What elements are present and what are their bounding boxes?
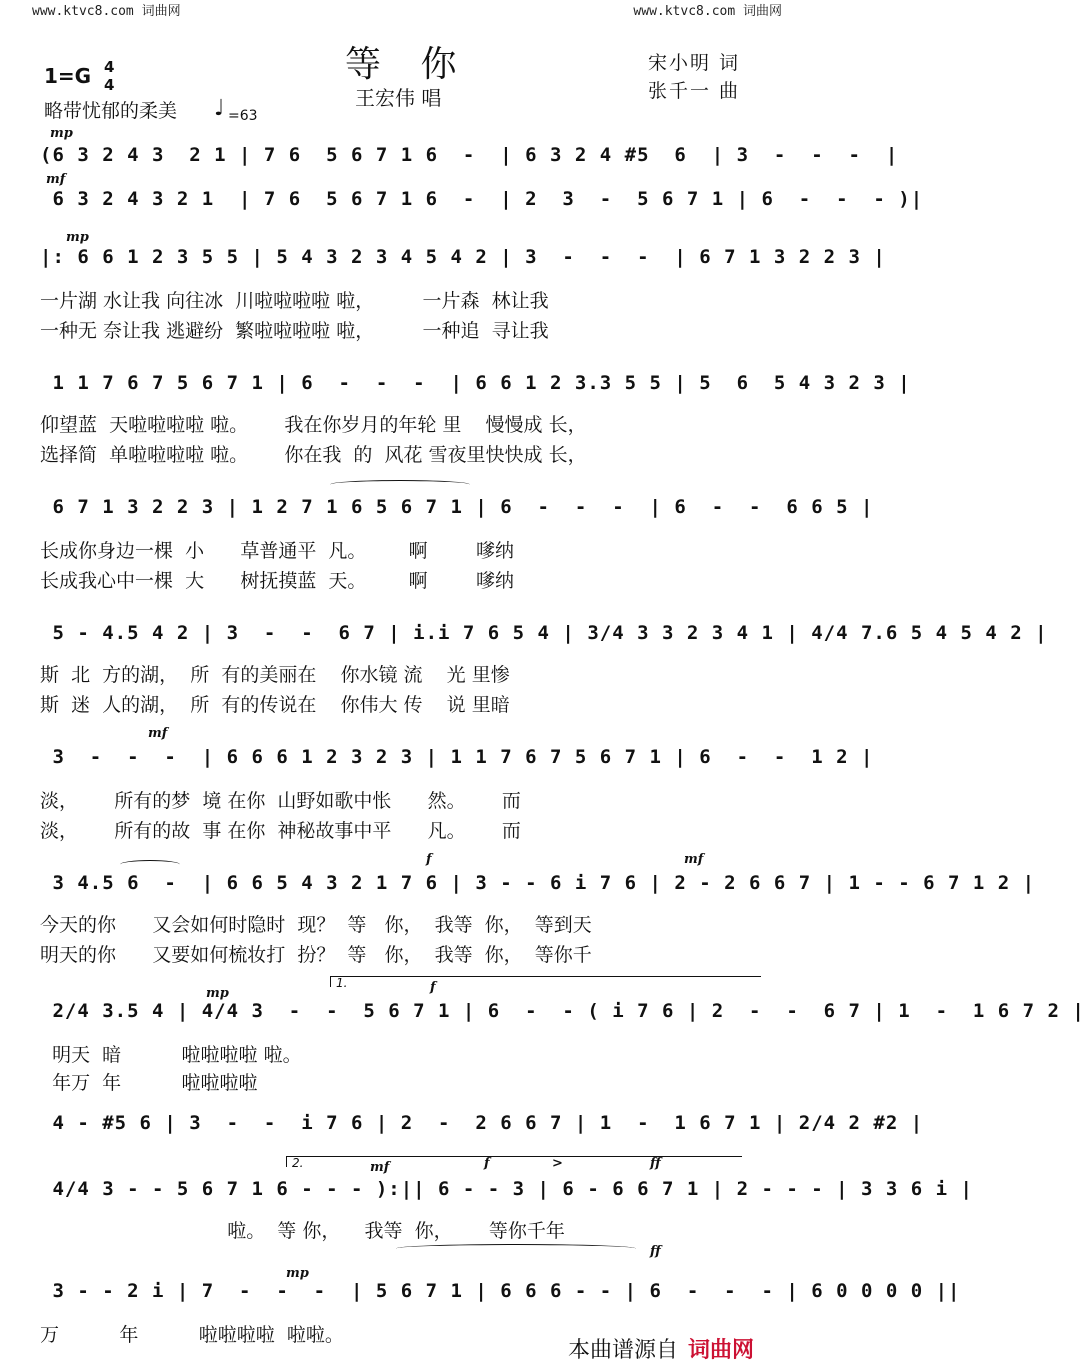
dynamic-mark: mp	[206, 986, 229, 1001]
lyric-line: 今天的你 又会如何时隐时 现？ 等 你， 我等 你， 等到天	[40, 914, 592, 936]
notation-line-7: 3 - - - | 6 6 6 1 2 3 2 3 | 1 1 7 6 7 5 6 7 1 | 6 - - 1 2 |	[40, 746, 874, 768]
ending-number-2: 2.	[292, 1156, 304, 1170]
accent-mark: >	[552, 1156, 563, 1171]
notation-line-4: 1 1 7 6 7 5 6 7 1 | 6 - - - | 6 6 1 2 3.3 5 5 | 5 6 5 4 3 2 3 |	[40, 372, 911, 394]
lyric-line: 仰望蓝 天啦啦啦啦 啦。 我在你岁月的年轮 里 慢慢成 长，	[40, 414, 587, 436]
lyric-line: 万 年 啦啦啦啦 啦啦。	[40, 1324, 344, 1346]
song-title: 等 你	[345, 44, 471, 85]
time-signature-top: 4	[104, 58, 115, 76]
dynamic-mark: mp	[286, 1266, 309, 1281]
singer: 王宏伟 唱	[355, 86, 442, 110]
lyric-line: 长成我心中一棵 大 树抚摸蓝 天。 啊 嗲纳	[40, 570, 514, 592]
tempo-marking: 略带忧郁的柔美	[44, 100, 178, 122]
lyric-line: 选择简 单啦啦啦啦 啦。 你在我 的 风花 雪夜里快快成 长，	[40, 444, 587, 466]
slur	[120, 860, 180, 869]
lyric-line: 一片湖 水让我 向往冰 川啦啦啦啦 啦， 一片森 林让我	[40, 290, 549, 312]
composer: 张千一 曲	[648, 80, 741, 102]
notation-line-2: 6 3 2 4 3 2 1 | 7 6 5 6 7 1 6 - | 2 3 - 5 6 7 1 | 6 - - - )|	[40, 188, 924, 210]
source-text: 本曲谱源自	[568, 1338, 679, 1363]
dynamic-mark: mf	[46, 172, 66, 187]
dynamic-mark: f	[426, 852, 432, 867]
notation-line-5: 6 7 1 3 2 2 3 | 1 2 7 1 6 5 6 7 1 | 6 - - - | 6 - - 6 6 5 |	[40, 496, 874, 518]
dynamic-mark: mp	[50, 126, 73, 141]
dynamic-mark: mf	[370, 1160, 390, 1175]
notation-line-6: 5 - 4.5 4 2 | 3 - - 6 7 | i.i 7 6 5 4 | 3/4 3 3 2 3 4 1 | 4/4 7.6 5 4 5 4 2 |	[40, 622, 1048, 644]
lyric-line: 一种无 奈让我 逃避纷 繁啦啦啦啦 啦， 一种追 寻让我	[40, 320, 549, 342]
dynamic-mark: f	[484, 1156, 490, 1171]
time-signature-bottom: 4	[104, 76, 115, 94]
slur	[396, 1244, 636, 1253]
dynamic-mark: mf	[684, 852, 704, 867]
lyric-line: 啦。 等 你， 我等 你， 等你千年	[40, 1220, 565, 1242]
quarter-note-icon: ♩	[214, 96, 225, 121]
watermark-right: www.ktvc8.com 词曲网	[633, 4, 782, 19]
lyric-line: 斯 迷 人的湖， 所 有的传说在 你伟大 传 说 里暗	[40, 694, 510, 716]
ending-bracket-1	[330, 976, 761, 987]
notation-line-12: 3 - - 2 i | 7 - - - | 5 6 7 1 | 6 6 6 - - | 6 - - - | 6 0 0 0 0 ||	[40, 1280, 961, 1302]
dynamic-mark: mf	[148, 726, 168, 741]
dynamic-mark: ff	[650, 1156, 661, 1171]
dynamic-mark: ff	[650, 1244, 661, 1259]
notation-line-1: (6 3 2 4 3 2 1 | 7 6 5 6 7 1 6 - | 6 3 2 4 #5 6 | 3 - - - |	[40, 144, 899, 166]
tempo-bpm: =63	[228, 108, 258, 124]
ending-number-1: 1.	[336, 976, 348, 990]
lyric-line: 明天的你 又要如何梳妆打 扮？ 等 你， 我等 你， 等你千	[40, 944, 592, 966]
lyric-line: 明天 暗 啦啦啦啦 啦。	[40, 1044, 302, 1066]
lyricist: 宋小明 词	[648, 52, 741, 74]
dynamic-mark: mp	[66, 230, 89, 245]
key-signature: 1=G	[44, 64, 92, 88]
notation-line-10: 4 - #5 6 | 3 - - i 7 6 | 2 - 2 6 6 7 | 1 - 1 6 7 1 | 2/4 2 #2 |	[40, 1112, 924, 1134]
source-footer	[568, 1333, 754, 1364]
slur	[330, 480, 470, 489]
notation-line-9: 2/4 3.5 4 | 4/4 3 - - 5 6 7 1 | 6 - - ( i 7 6 | 2 - - 6 7 | 1 - 1 6 7 2 |	[40, 1000, 1085, 1022]
dynamic-mark: f	[430, 980, 436, 995]
watermark-left: www.ktvc8.com 词曲网	[32, 4, 181, 19]
lyric-line: 长成你身边一棵 小 草普通平 凡。 啊 嗲纳	[40, 540, 514, 562]
lyric-line: 淡， 所有的故 事 在你 神秘故事中平 凡。 而	[40, 820, 521, 842]
ending-bracket-2	[286, 1156, 742, 1167]
notation-line-11: 4/4 3 - - 5 6 7 1 6 - - - ):|| 6 - - 3 | 6 - 6 6 7 1 | 2 - - - | 3 3 6 i |	[40, 1178, 973, 1200]
source-brand[interactable]: 词曲网	[688, 1338, 755, 1363]
notation-line-3: |: 6 6 1 2 3 5 5 | 5 4 3 2 3 4 5 4 2 | 3 - - - | 6 7 1 3 2 2 3 |	[40, 246, 886, 268]
lyric-line: 斯 北 方的湖， 所 有的美丽在 你水镜 流 光 里惨	[40, 664, 510, 686]
notation-line-8: 3 4.5 6 - | 6 6 5 4 3 2 1 7 6 | 3 - - 6 i 7 6 | 2 - 2 6 6 7 | 1 - - 6 7 1 2 |	[40, 872, 1036, 894]
lyric-line: 淡， 所有的梦 境 在你 山野如歌中怅 然。 而	[40, 790, 521, 812]
lyric-line: 年万 年 啦啦啦啦	[40, 1072, 258, 1094]
